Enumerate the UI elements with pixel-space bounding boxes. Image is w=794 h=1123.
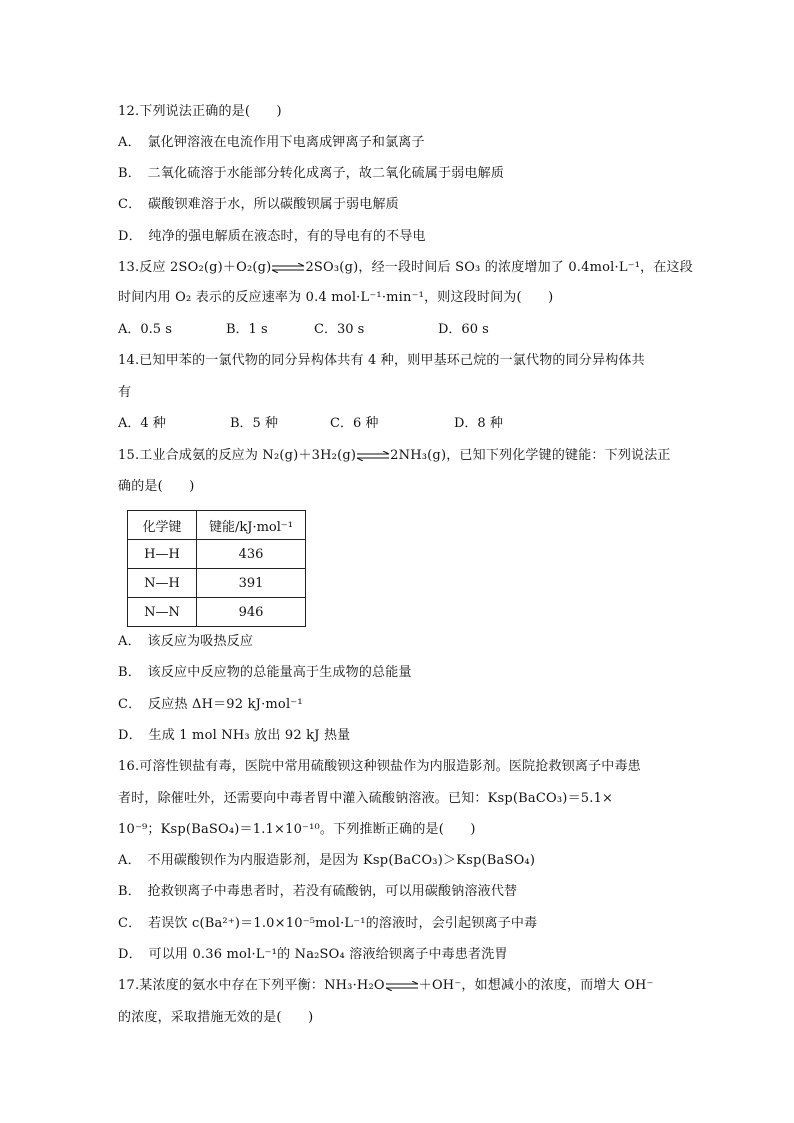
q13-option-a: A．0.5 s [118, 322, 172, 337]
q16-option-b: B． 抢救钡离子中毒患者时，若没有硫酸钠，可以用碳酸钠溶液代替 [118, 884, 518, 899]
q16-option-a: A． 不用碳酸钡作为内服造影剂，是因为 Ksp(BaCO₃)＞Ksp(BaSO₄) [118, 853, 536, 868]
equilibrium-arrow-icon [385, 981, 419, 991]
q15-option-d: D． 生成 1 mol NH₃ 放出 92 kJ 热量 [118, 728, 351, 743]
table-row [128, 598, 306, 627]
q12-option-c: C． 碳酸钡难溶于水，所以碳酸钡属于弱电解质 [118, 197, 399, 212]
q13-option-b: B．1 s [226, 322, 268, 337]
q17-stem-part1: 17.某浓度的氨水中存在下列平衡：NH₃·H₂O [118, 978, 385, 993]
q14-option-c: C．6 种 [330, 416, 379, 431]
q15-stem-part2: 2NH₃(g)，已知下列化学键的键能：下列说法正 [390, 448, 671, 463]
q13-stem-part2: 2SO₃(g)，经一段时间后 SO₃ 的浓度增加了 0.4mol·L⁻¹，在这段 [305, 260, 693, 275]
equilibrium-arrow-icon [271, 263, 305, 273]
table-cell-energy: 946 [197, 598, 306, 627]
q15-stem-line1 [118, 446, 671, 466]
q16-stem-line3: 10⁻⁹；Ksp(BaSO₄)＝1.1×10⁻¹⁰。下列推断正确的是( ) [118, 822, 476, 837]
q14-option-d: D．8 种 [454, 416, 503, 431]
q16-stem-line1: 16.可溶性钡盐有毒，医院中常用硫酸钡这种钡盐作为内服造影剂。医院抢救钡离子中毒患 [118, 759, 641, 774]
q15-option-c: C． 反应热 ΔH＝92 kJ·mol⁻¹ [118, 697, 303, 712]
q13-stem-line1 [118, 258, 693, 278]
table-cell-energy: 436 [197, 540, 306, 569]
table-cell-bond: H—H [128, 540, 197, 569]
q15-stem-line2: 确的是( ) [118, 479, 195, 494]
q17-stem-line1 [118, 976, 654, 996]
q16-option-d: D． 可以用 0.36 mol·L⁻¹的 Na₂SO₄ 溶液给钡离子中毒患者洗胃 [118, 947, 508, 962]
table-header-row [128, 511, 306, 540]
q14-stem-line1: 14.已知甲苯的一氯代物的同分异构体共有 4 种，则甲基环己烷的一氯代物的同分异构体共 [118, 353, 645, 368]
q13-option-d: D．60 s [438, 322, 489, 337]
table-header-energy: 键能/kJ·mol⁻¹ [197, 511, 306, 540]
equilibrium-arrow-icon [356, 451, 390, 461]
table-header-bond: 化学键 [128, 511, 197, 540]
q12-option-a: A． 氯化钾溶液在电流作用下电离成钾离子和氯离子 [118, 135, 425, 150]
q12-option-d: D． 纯净的强电解质在液态时，有的导电有的不导电 [118, 229, 426, 244]
q15-stem-part1: 15.工业合成氨的反应为 N₂(g)＋3H₂(g) [118, 448, 357, 463]
q14-option-b: B．5 种 [230, 416, 278, 431]
q15-option-a: A． 该反应为吸热反应 [118, 634, 254, 649]
q14-stem-line2: 有 [118, 385, 132, 400]
q13-stem-part1: 13.反应 2SO₂(g)＋O₂(g) [118, 260, 272, 275]
q13-option-c: C．30 s [314, 322, 365, 337]
q17-stem-part2: ＋OH⁻，如想减小的浓度，而增大 OH⁻ [418, 978, 654, 993]
q17-stem-line2: 的浓度，采取措施无效的是( ) [118, 1010, 314, 1025]
bond-energy-table [127, 510, 306, 627]
q16-option-c: C． 若误饮 c(Ba²⁺)＝1.0×10⁻⁵mol·L⁻¹的溶液时，会引起钡离子中毒 [118, 916, 538, 931]
q13-stem-line2: 时间内用 O₂ 表示的反应速率为 0.4 mol·L⁻¹·min⁻¹，则这段时间为( ) [118, 290, 554, 305]
table-cell-energy: 391 [197, 569, 306, 598]
table-row [128, 569, 306, 598]
q12-option-b: B． 二氧化硫溶于水能部分转化成离子，故二氧化硫属于弱电解质 [118, 166, 505, 181]
q12-stem: 12.下列说法正确的是( ) [118, 104, 282, 119]
table-row [128, 540, 306, 569]
table-cell-bond: N—H [128, 569, 197, 598]
q14-option-a: A．4 种 [118, 416, 166, 431]
q15-option-b: B． 该反应中反应物的总能量高于生成物的总能量 [118, 665, 412, 680]
table-cell-bond: N—N [128, 598, 197, 627]
q16-stem-line2: 者时，除催吐外，还需要向中毒者胃中灌入硫酸钠溶液。已知：Ksp(BaCO₃)＝5.1× [118, 791, 614, 806]
